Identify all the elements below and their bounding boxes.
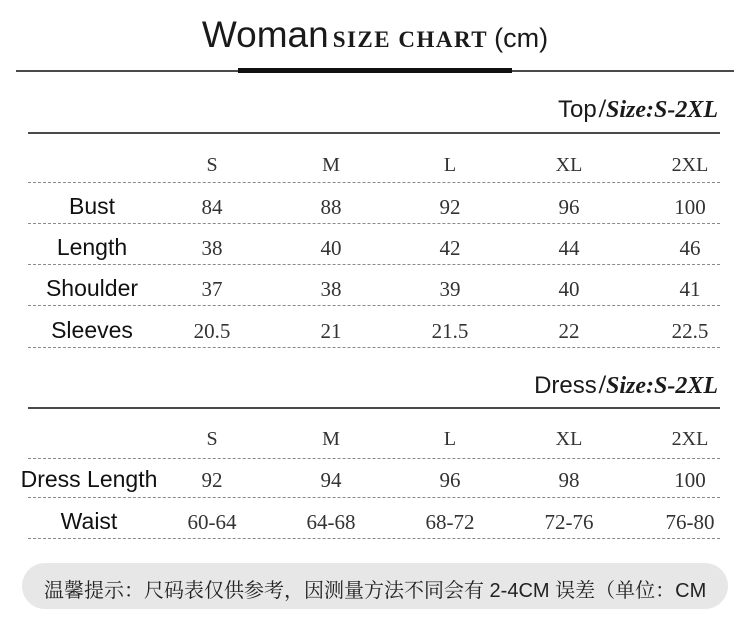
size-label-2xl: 2XL — [671, 154, 709, 176]
size-label-s: S — [206, 154, 218, 176]
dashed-divider — [28, 538, 720, 539]
table-cell: 60-64 — [187, 510, 237, 534]
table-cell: 92 — [439, 195, 461, 219]
dashed-divider — [28, 264, 720, 265]
row-label: Length — [56, 234, 128, 260]
table-cell: 88 — [320, 195, 342, 219]
dress-section-heading: Dress/Size:S-2XL — [534, 370, 718, 399]
table-cell: 96 — [439, 468, 461, 492]
dashed-divider — [28, 305, 720, 306]
table-cell: 44 — [558, 236, 580, 260]
table-cell: 76-80 — [665, 510, 715, 534]
footer-note: 温馨提示：尺码表仅供参考，因测量方法不同会有 2-4CM 误差（单位：CM — [44, 580, 707, 602]
table-cell: 100 — [674, 468, 706, 492]
top-section-heading: Top/Size:S-2XL — [558, 94, 718, 123]
table-cell: 22 — [558, 319, 580, 343]
page-title — [0, 14, 750, 64]
top-heading-word: Top — [558, 96, 597, 123]
table-cell: 21 — [320, 319, 342, 343]
size-label-m: M — [322, 428, 340, 450]
size-label-l: L — [443, 428, 457, 450]
table-cell: 39 — [439, 277, 461, 301]
table-cell: 42 — [439, 236, 461, 260]
table-cell: 41 — [679, 277, 701, 301]
table-cell: 20.5 — [193, 319, 231, 343]
table-cell: 100 — [674, 195, 706, 219]
table-cell: 38 — [320, 277, 342, 301]
title-unit: (cm) — [494, 23, 549, 53]
title-word: Woman — [201, 14, 329, 55]
dashed-divider — [28, 458, 720, 459]
table-cell: 92 — [201, 468, 223, 492]
table-cell: 37 — [201, 277, 223, 301]
row-label: Bust — [68, 193, 116, 219]
dashed-divider — [28, 182, 720, 183]
dress-section-rule — [28, 407, 720, 409]
dress-heading-size: Size:S-2XL — [605, 373, 718, 399]
top-heading-size: Size:S-2XL — [605, 97, 718, 123]
dashed-divider — [28, 223, 720, 224]
table-cell: 98 — [558, 468, 580, 492]
size-label-m: M — [322, 154, 340, 176]
row-label: Dress Length — [20, 466, 158, 492]
table-cell: 64-68 — [306, 510, 356, 534]
table-cell: 72-76 — [544, 510, 594, 534]
size-label-2xl: 2XL — [671, 428, 709, 450]
table-cell: 40 — [558, 277, 580, 301]
size-label-xl: XL — [555, 154, 583, 176]
top-section-rule — [28, 132, 720, 134]
title-rest: SIZE CHART — [332, 27, 489, 52]
dashed-divider — [28, 497, 720, 498]
row-label: Sleeves — [51, 317, 133, 343]
table-cell: 46 — [679, 236, 701, 260]
table-cell: 21.5 — [431, 319, 469, 343]
table-cell: 40 — [320, 236, 342, 260]
dress-heading-word: Dress — [534, 372, 597, 399]
table-cell: 22.5 — [671, 319, 709, 343]
dashed-divider — [28, 347, 720, 348]
row-label: Waist — [60, 508, 118, 534]
size-label-s: S — [206, 428, 218, 450]
header-accent-bar — [238, 68, 512, 73]
table-cell: 96 — [558, 195, 580, 219]
table-cell: 68-72 — [425, 510, 475, 534]
size-label-l: L — [443, 154, 457, 176]
size-label-xl: XL — [555, 428, 583, 450]
table-cell: 38 — [201, 236, 223, 260]
table-cell: 94 — [320, 468, 342, 492]
row-label: Shoulder — [45, 275, 139, 301]
table-cell: 84 — [201, 195, 223, 219]
